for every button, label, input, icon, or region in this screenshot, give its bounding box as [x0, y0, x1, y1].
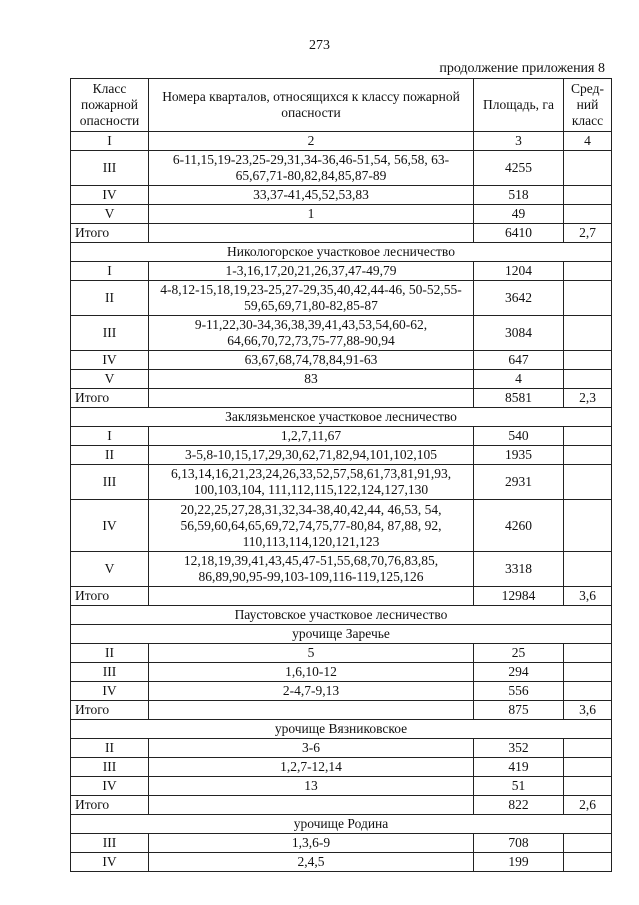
average-class-cell — [564, 739, 612, 758]
area-cell: 3318 — [474, 552, 564, 587]
class-cell: Итого — [71, 587, 149, 606]
area-cell: 8581 — [474, 389, 564, 408]
area-cell: 4260 — [474, 500, 564, 552]
average-class-cell: 2,6 — [564, 796, 612, 815]
class-cell: III — [71, 316, 149, 351]
section-row — [71, 815, 612, 834]
section-row — [71, 606, 612, 625]
area-cell: 51 — [474, 777, 564, 796]
column-number-row — [71, 132, 612, 151]
quarters-cell — [149, 224, 474, 243]
area-cell: 2931 — [474, 465, 564, 500]
average-class-cell — [564, 351, 612, 370]
section-title: урочище Заречье — [71, 625, 612, 644]
total-row — [71, 701, 612, 720]
area-cell: 540 — [474, 427, 564, 446]
quarters-cell — [149, 389, 474, 408]
average-class-cell — [564, 834, 612, 853]
table-body — [71, 151, 612, 872]
class-cell: II — [71, 281, 149, 316]
area-cell: 49 — [474, 205, 564, 224]
quarters-cell: 3-6 — [149, 739, 474, 758]
quarters-cell: 83 — [149, 370, 474, 389]
average-class-cell — [564, 446, 612, 465]
average-class-cell: 2,3 — [564, 389, 612, 408]
area-cell: 3084 — [474, 316, 564, 351]
section-row — [71, 408, 612, 427]
quarters-cell: 1,3,6-9 — [149, 834, 474, 853]
appendix-caption: продолжение приложения 8 — [439, 61, 605, 76]
area-cell: 419 — [474, 758, 564, 777]
table-row — [71, 552, 612, 587]
average-class-cell — [564, 644, 612, 663]
average-class-cell: 3,6 — [564, 701, 612, 720]
class-cell: IV — [71, 351, 149, 370]
quarters-cell: 6-11,15,19-23,25-29,31,34-36,46-51,54, 56,58, 63-65,67,71-80,82,84,85,87-89 — [149, 151, 474, 186]
table-row — [71, 186, 612, 205]
area-cell: 352 — [474, 739, 564, 758]
average-class-cell — [564, 186, 612, 205]
class-cell: I — [71, 262, 149, 281]
class-cell: Итого — [71, 389, 149, 408]
table-row — [71, 205, 612, 224]
total-row — [71, 796, 612, 815]
total-row — [71, 389, 612, 408]
table-row — [71, 465, 612, 500]
total-row — [71, 224, 612, 243]
area-cell: 199 — [474, 853, 564, 872]
class-cell: II — [71, 446, 149, 465]
class-cell: IV — [71, 682, 149, 701]
class-cell: I — [71, 427, 149, 446]
section-row — [71, 720, 612, 739]
average-class-cell — [564, 552, 612, 587]
average-class-cell — [564, 262, 612, 281]
average-class-cell — [564, 281, 612, 316]
quarters-cell — [149, 796, 474, 815]
table-row — [71, 370, 612, 389]
table-row — [71, 500, 612, 552]
section-title: урочище Родина — [71, 815, 612, 834]
class-cell: Итого — [71, 224, 149, 243]
table-row — [71, 682, 612, 701]
quarters-cell: 20,22,25,27,28,31,32,34-38,40,42,44, 46,53, 54, 56,59,60,64,65,69,72,74,75,77-80,84, 87,88, 92, 110,113,114,120,121,123 — [149, 500, 474, 552]
table-row — [71, 446, 612, 465]
class-cell: III — [71, 834, 149, 853]
area-cell: 12984 — [474, 587, 564, 606]
quarters-cell: 33,37-41,45,52,53,83 — [149, 186, 474, 205]
average-class-cell — [564, 465, 612, 500]
average-class-cell — [564, 663, 612, 682]
table-row — [71, 644, 612, 663]
class-cell: III — [71, 663, 149, 682]
average-class-cell — [564, 758, 612, 777]
area-cell: 3642 — [474, 281, 564, 316]
quarters-cell — [149, 701, 474, 720]
table-row — [71, 663, 612, 682]
section-row — [71, 243, 612, 262]
area-cell: 518 — [474, 186, 564, 205]
table-row — [71, 739, 612, 758]
column-number: 4 — [564, 132, 612, 151]
class-cell: III — [71, 758, 149, 777]
table-row — [71, 427, 612, 446]
area-cell: 556 — [474, 682, 564, 701]
area-cell: 1204 — [474, 262, 564, 281]
class-cell: IV — [71, 777, 149, 796]
header-quarters: Номера кварталов, относящихся к классу пожарной опасности — [149, 79, 474, 132]
average-class-cell — [564, 853, 612, 872]
header-area: Площадь, га — [474, 79, 564, 132]
quarters-cell: 13 — [149, 777, 474, 796]
header-class: Класс пожарной опасности — [71, 79, 149, 132]
table-header-row — [71, 79, 612, 132]
average-class-cell — [564, 682, 612, 701]
page-number: 273 — [309, 38, 330, 53]
average-class-cell — [564, 370, 612, 389]
quarters-cell: 12,18,19,39,41,43,45,47-51,55,68,70,76,83,85, 86,89,90,95-99,103-109,116-119,125,126 — [149, 552, 474, 587]
quarters-cell: 1-3,16,17,20,21,26,37,47-49,79 — [149, 262, 474, 281]
class-cell: IV — [71, 186, 149, 205]
class-cell: II — [71, 644, 149, 663]
quarters-cell: 4-8,12-15,18,19,23-25,27-29,35,40,42,44-46, 50-52,55-59,65,69,71,80-82,85-87 — [149, 281, 474, 316]
column-number: I — [71, 132, 149, 151]
average-class-cell — [564, 316, 612, 351]
quarters-cell: 9-11,22,30-34,36,38,39,41,43,53,54,60-62, 64,66,70,72,73,75-77,88-90,94 — [149, 316, 474, 351]
class-cell: IV — [71, 853, 149, 872]
quarters-cell: 1,2,7-12,14 — [149, 758, 474, 777]
quarters-cell: 1,2,7,11,67 — [149, 427, 474, 446]
section-title: Заклязьменское участковое лесничество — [71, 408, 612, 427]
area-cell: 875 — [474, 701, 564, 720]
class-cell: V — [71, 370, 149, 389]
table-row — [71, 834, 612, 853]
table-row — [71, 151, 612, 186]
table-row — [71, 316, 612, 351]
area-cell: 4255 — [474, 151, 564, 186]
area-cell: 708 — [474, 834, 564, 853]
quarters-cell: 1 — [149, 205, 474, 224]
table-row — [71, 853, 612, 872]
average-class-cell: 2,7 — [564, 224, 612, 243]
class-cell: IV — [71, 500, 149, 552]
class-cell: III — [71, 151, 149, 186]
quarters-cell — [149, 587, 474, 606]
area-cell: 822 — [474, 796, 564, 815]
average-class-cell — [564, 151, 612, 186]
area-cell: 4 — [474, 370, 564, 389]
table-row — [71, 758, 612, 777]
table-row — [71, 777, 612, 796]
quarters-cell: 2,4,5 — [149, 853, 474, 872]
column-number: 3 — [474, 132, 564, 151]
quarters-cell: 6,13,14,16,21,23,24,26,33,52,57,58,61,73,81,91,93, 100,103,104, 111,112,115,122,124,127,130 — [149, 465, 474, 500]
area-cell: 25 — [474, 644, 564, 663]
section-title: Паустовское участковое лесничество — [71, 606, 612, 625]
total-row — [71, 587, 612, 606]
quarters-cell: 2-4,7-9,13 — [149, 682, 474, 701]
average-class-cell — [564, 205, 612, 224]
class-cell: V — [71, 552, 149, 587]
quarters-cell: 63,67,68,74,78,84,91-63 — [149, 351, 474, 370]
average-class-cell — [564, 500, 612, 552]
area-cell: 1935 — [474, 446, 564, 465]
header-average-class: Сред-ний класс — [564, 79, 612, 132]
class-cell: V — [71, 205, 149, 224]
area-cell: 294 — [474, 663, 564, 682]
class-cell: II — [71, 739, 149, 758]
class-cell: Итого — [71, 796, 149, 815]
section-title: урочище Вязниковское — [71, 720, 612, 739]
class-cell: Итого — [71, 701, 149, 720]
table-row — [71, 281, 612, 316]
table-row — [71, 351, 612, 370]
average-class-cell — [564, 777, 612, 796]
fire-hazard-table — [70, 78, 612, 872]
area-cell: 647 — [474, 351, 564, 370]
quarters-cell: 3-5,8-10,15,17,29,30,62,71,82,94,101,102,105 — [149, 446, 474, 465]
average-class-cell: 3,6 — [564, 587, 612, 606]
class-cell: III — [71, 465, 149, 500]
quarters-cell: 5 — [149, 644, 474, 663]
table-row — [71, 262, 612, 281]
section-title: Никологорское участковое лесничество — [71, 243, 612, 262]
column-number: 2 — [149, 132, 474, 151]
quarters-cell: 1,6,10-12 — [149, 663, 474, 682]
average-class-cell — [564, 427, 612, 446]
area-cell: 6410 — [474, 224, 564, 243]
section-row — [71, 625, 612, 644]
